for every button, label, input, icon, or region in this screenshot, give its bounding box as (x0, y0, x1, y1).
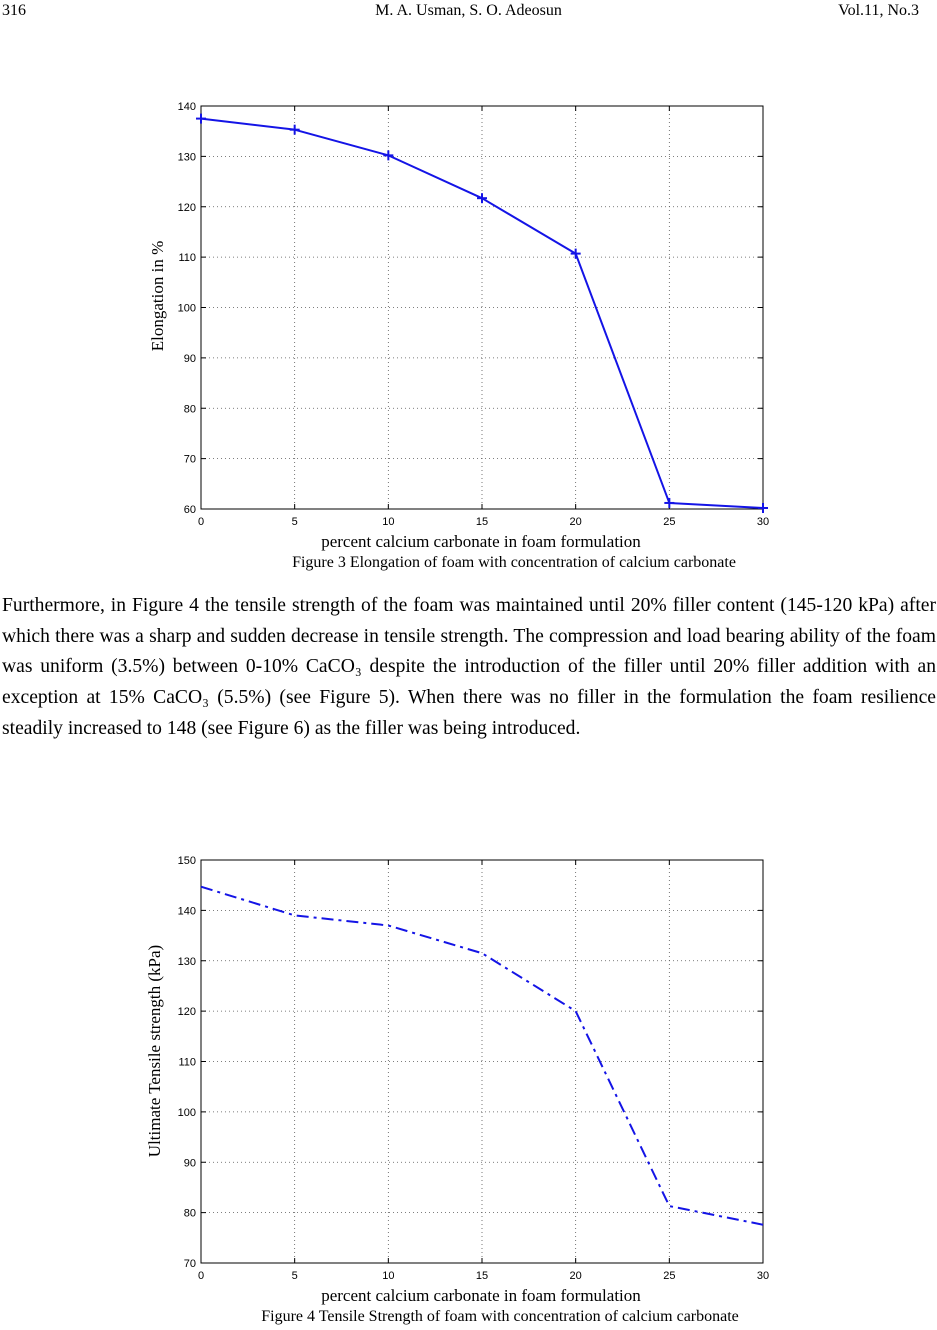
figure-3-y-tick-label: 100 (177, 302, 196, 315)
figure-3-y-tick-label: 140 (177, 101, 196, 113)
figure-3-data-point (571, 249, 581, 259)
figure-3-plot (140, 92, 790, 532)
figure-4-y-tick-label: 150 (177, 855, 196, 867)
figure-4-y-tick-label: 120 (177, 1006, 196, 1019)
figure-4 (140, 846, 790, 1330)
figure-4-caption: Figure 4 Tensile Strength of foam with concentration of calcium carbonate (261, 1308, 739, 1325)
figure-4-x-tick-label: 10 (382, 1270, 395, 1282)
figure-4-y-tick-label: 140 (177, 905, 196, 918)
figure-3-y-tick-label: 80 (183, 403, 196, 416)
figure-3-x-axis-label: percent calcium carbonate in foam formulation (321, 532, 641, 551)
figure-3-x-tick-label: 15 (475, 516, 489, 528)
figure-3-y-tick-label: 60 (183, 504, 196, 516)
figure-3-x-tick-label: 10 (382, 516, 395, 528)
figure-3-x-tick-label: 20 (569, 516, 582, 528)
figure-4-y-tick-label: 110 (178, 1056, 196, 1069)
figure-4-y-tick-label: 80 (183, 1207, 196, 1220)
figure-3-y-tick-label: 130 (177, 151, 196, 164)
figure-3-data-point (477, 193, 487, 203)
figure-4-x-tick-label: 0 (197, 1270, 205, 1282)
page-number: 316 (2, 2, 26, 19)
figure-3-data-point (196, 114, 206, 124)
page-header (0, 0, 937, 30)
figure-3-caption: Figure 3 Elongation of foam with concentration of calcium carbonate (292, 554, 736, 571)
figure-4-x-tick-label: 15 (475, 1270, 489, 1282)
figure-3-x-tick-label: 30 (756, 516, 770, 528)
figure-4-x-tick-label: 30 (756, 1270, 770, 1282)
figure-4-y-tick-label: 70 (183, 1258, 196, 1270)
figure-4-x-tick-label: 25 (663, 1270, 676, 1282)
figure-4-series-line (201, 887, 763, 1225)
figure-4-x-tick-label: 5 (291, 1270, 298, 1282)
figure-3-data-point (383, 150, 393, 160)
figure-3-data-point (758, 503, 768, 513)
body-paragraph: Furthermore, in Figure 4 the tensile strength of the foam was maintained until 20% filler content (145-120 kPa) after which there was a sharp and sudden decrease in tensile strength. The compression and load bearing ability of the foam was uniform (3.5%) between 0-10% CaCO₃ despite the introduction of the filler until 20% filler addition with an exception at 15% CaCO₃ (5.5%) (see Figure 5). When there was no filler in the formulation the foam resilience steadily increased to 148 (see Figure 6) as the filler was being introduced. (2, 595, 936, 739)
figure-4-x-axis-label: percent calcium carbonate in foam formulation (321, 1286, 641, 1305)
figure-4-plot (140, 846, 790, 1286)
figure-3-x-tick-label: 25 (663, 516, 676, 528)
running-authors: M. A. Usman, S. O. Adeosun (375, 2, 562, 19)
figure-3-y-axis-label: Elongation in % (148, 240, 167, 352)
figure-3-data-point (664, 498, 674, 508)
figure-4-y-axis-label: Ultimate Tensile strength (kPa) (145, 944, 164, 1158)
figure-4-y-tick-label: 130 (177, 955, 196, 968)
figure-3-x-tick-label: 0 (197, 516, 205, 528)
figure-4-y-tick-label: 90 (183, 1157, 196, 1170)
figure-3 (140, 92, 790, 582)
figure-3-data-point (290, 125, 300, 135)
figure-3-y-tick-label: 70 (183, 453, 196, 466)
figure-3-x-tick-label: 5 (291, 516, 298, 528)
figure-4-y-tick-label: 100 (177, 1106, 196, 1119)
figure-3-y-tick-label: 90 (183, 352, 196, 365)
volume-info: Vol.11, No.3 (838, 2, 919, 19)
figure-3-y-tick-label: 120 (177, 201, 196, 214)
figure-3-y-tick-label: 110 (178, 252, 196, 265)
figure-4-x-tick-label: 20 (569, 1270, 582, 1282)
figure-3-series-line (201, 119, 763, 508)
